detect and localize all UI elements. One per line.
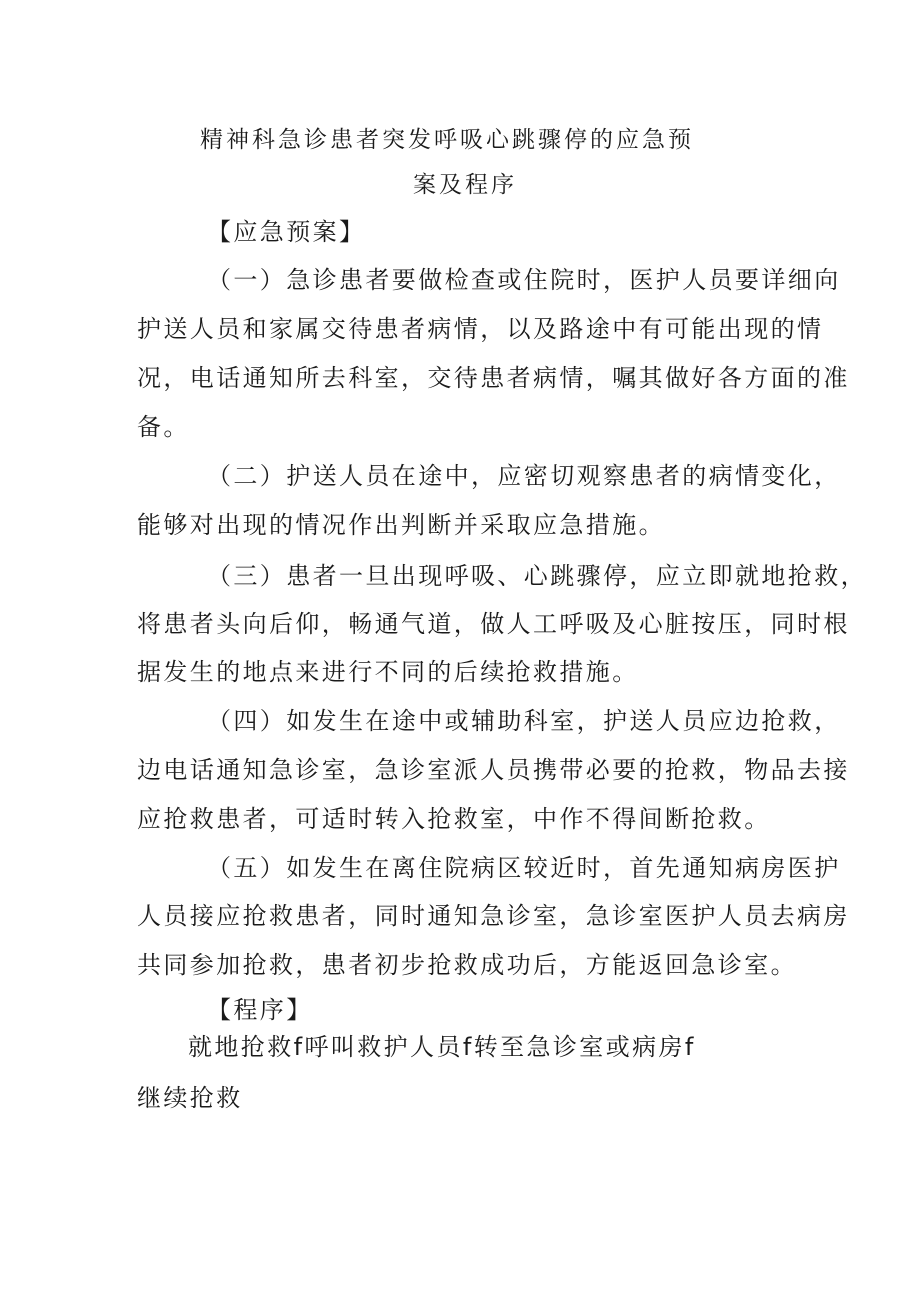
document-title-line-2: 案及程序: [413, 172, 517, 198]
section-heading-plan: 【应急预案】: [207, 218, 366, 246]
paragraph-2-line-2: 能够对出现的情况作出判断并采取应急措施。: [137, 511, 665, 539]
paragraph-5-line-2: 人员接应抢救患者，同时通知急诊室，急诊室医护人员去病房: [137, 902, 850, 930]
procedure-line-2: 继续抢救: [137, 1084, 243, 1112]
paragraph-3-line-1: （三）患者一旦出现呼吸、心跳骤停，应立即就地抢救，: [207, 562, 867, 590]
paragraph-4-line-1: （四）如发生在途中或辅助科室，护送人员应边抢救，: [207, 707, 841, 735]
paragraph-4-line-3: 应抢救患者，可适时转入抢救室，中作不得间断抢救。: [137, 805, 771, 833]
paragraph-5-line-3: 共同参加抢救，患者初步抢救成功后，方能返回急诊室。: [137, 951, 797, 979]
paragraph-4-line-2: 边电话通知急诊室，急诊室派人员携带必要的抢救，物品去接: [137, 756, 850, 784]
paragraph-1-line-3: 况，电话通知所去科室，交待患者病情，嘱其做好各方面的准: [137, 364, 850, 392]
paragraph-1-line-1: （一）急诊患者要做检查或住院时，医护人员要详细向: [207, 266, 841, 294]
paragraph-3-line-3: 据发生的地点来进行不同的后续抢救措施。: [137, 658, 639, 686]
procedure-line-1: 就地抢救f呼叫救护人员f转至急诊室或病房f: [188, 1033, 696, 1061]
paragraph-2-line-1: （二）护送人员在途中，应密切观察患者的病情变化，: [207, 462, 841, 490]
document-title-line-1: 精神科急诊患者突发呼吸心跳骤停的应急预: [200, 127, 694, 153]
section-heading-procedure: 【程序】: [207, 996, 313, 1024]
paragraph-5-line-1: （五）如发生在离住院病区较近时，首先通知病房医护: [207, 854, 841, 882]
paragraph-1-line-4: 备。: [137, 413, 190, 441]
paragraph-3-line-2: 将患者头向后仰，畅通气道，做人工呼吸及心脏按压，同时根: [137, 610, 850, 638]
paragraph-1-line-2: 护送人员和家属交待患者病情，以及路途中有可能出现的情: [137, 315, 824, 343]
